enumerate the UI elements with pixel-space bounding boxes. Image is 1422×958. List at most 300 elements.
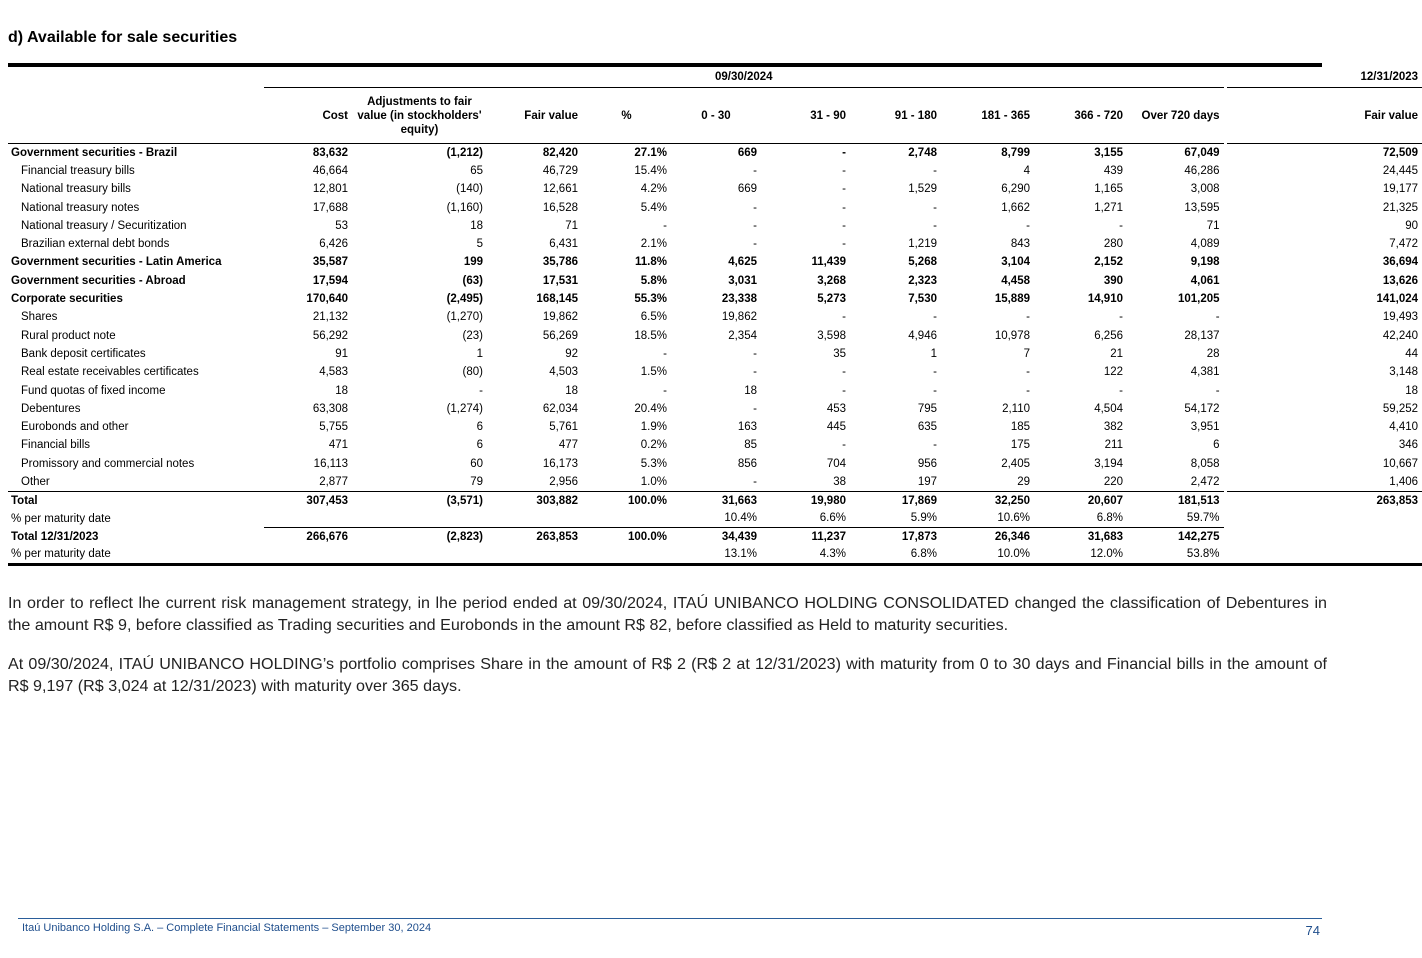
- table-cell: 266,676: [264, 528, 352, 546]
- table-cell: 10.6%: [997, 512, 1030, 525]
- table-cell: 11,237: [761, 528, 850, 546]
- table-cell: 1.0%: [640, 475, 667, 488]
- column-header: Fair value: [1225, 88, 1422, 144]
- table-cell: 2,956: [549, 475, 578, 488]
- table-cell: 26,346: [941, 528, 1034, 546]
- table-cell: 2,877: [319, 475, 348, 488]
- table-cell: -: [1119, 384, 1123, 397]
- row-label: % per maturity date: [11, 512, 111, 525]
- row-label: Other: [21, 475, 50, 488]
- table-cell: 220: [1103, 475, 1123, 488]
- table-cell: 439: [1103, 164, 1123, 177]
- row-label: National treasury bills: [21, 183, 131, 196]
- table-cell: 13,626: [1225, 272, 1422, 290]
- table-cell: 5.3%: [640, 457, 667, 470]
- table-cell: -: [933, 384, 937, 397]
- table-cell: 19,862: [542, 311, 578, 324]
- table-cell: 1,406: [1225, 473, 1422, 491]
- table-cell: 2,354: [728, 329, 757, 342]
- table-cell: 15.4%: [634, 164, 667, 177]
- table-cell: 71: [1206, 219, 1220, 232]
- table-cell: 6.8%: [1096, 512, 1123, 525]
- table-cell: (1,212): [352, 144, 487, 162]
- table-cell: 23,338: [721, 293, 757, 306]
- table-cell: -: [933, 219, 937, 232]
- table-cell: (1,274): [446, 402, 483, 415]
- table-cell: 34,439: [671, 528, 761, 546]
- table-cell: 14,910: [1087, 293, 1123, 306]
- table-row: [8, 473, 1422, 491]
- table-cell: (140): [456, 183, 483, 196]
- table-cell: 56,292: [312, 329, 348, 342]
- table-cell: 1.5%: [640, 366, 667, 379]
- table-cell: 35,587: [312, 256, 348, 269]
- table-cell: -: [753, 347, 757, 360]
- table-cell: 1.9%: [640, 421, 667, 434]
- table-cell: -: [842, 164, 846, 177]
- table-cell: 16,528: [542, 201, 578, 214]
- table-cell: -: [842, 311, 846, 324]
- row-label: Financial bills: [21, 439, 91, 452]
- table-cell: -: [663, 347, 667, 360]
- table-cell: 3,008: [1190, 183, 1220, 196]
- table-cell: 17,869: [850, 491, 941, 509]
- table-cell: 67,049: [1127, 144, 1225, 162]
- table-cell: -: [1215, 384, 1220, 397]
- table-cell: 10.4%: [724, 512, 757, 525]
- table-cell: 17,873: [850, 528, 941, 546]
- row-label: Promissory and commercial notes: [21, 457, 195, 470]
- table-cell: 390: [1103, 274, 1123, 287]
- table-cell: -: [933, 164, 937, 177]
- table-cell: 11,439: [811, 256, 846, 269]
- table-cell: 956: [917, 457, 937, 470]
- table-cell: 5,268: [908, 256, 937, 269]
- table-cell: 55.3%: [634, 293, 667, 306]
- footer-rule: [18, 918, 1322, 919]
- table-cell: 79: [470, 475, 483, 488]
- table-cell: -: [842, 201, 846, 214]
- table-cell: 31,663: [671, 491, 761, 509]
- table-cell: 382: [1103, 421, 1123, 434]
- table-cell: 185: [1010, 421, 1030, 434]
- table-cell: 71: [565, 219, 578, 232]
- row-label: Government securities - Brazil: [8, 144, 264, 162]
- table-cell: 19,862: [721, 311, 757, 324]
- table-cell: 21: [1110, 347, 1123, 360]
- table-cell: 4.3%: [761, 546, 850, 564]
- table-cell: 5.8%: [640, 274, 667, 287]
- table-row: [8, 418, 1422, 436]
- period-current: 09/30/2024: [264, 67, 1225, 88]
- table-cell: 90: [1225, 217, 1422, 235]
- table-cell: 54,172: [1184, 402, 1220, 415]
- column-header: 91 - 180: [894, 109, 937, 122]
- table-cell: 19,177: [1225, 180, 1422, 198]
- table-cell: 28,137: [1184, 329, 1220, 342]
- table-cell: -: [1119, 219, 1123, 232]
- table-cell: 13.1%: [671, 546, 761, 564]
- table-cell: 18: [470, 219, 483, 232]
- table-cell: 83,632: [264, 144, 352, 162]
- table-cell: (63): [462, 274, 483, 287]
- table-cell: 163: [737, 421, 757, 434]
- table-cell: -: [842, 183, 846, 196]
- table-row: [8, 253, 1422, 271]
- table-row: [8, 363, 1422, 381]
- table-cell: 1,165: [1094, 183, 1123, 196]
- table-cell: 10,667: [1225, 455, 1422, 473]
- table-cell: 199: [463, 256, 483, 269]
- table-cell: 263,853: [487, 528, 582, 546]
- table-cell: 211: [1104, 439, 1123, 452]
- table-cell: -: [933, 439, 937, 452]
- table-cell: 24,445: [1225, 162, 1422, 180]
- table-cell: 36,694: [1225, 253, 1422, 271]
- table-cell: -: [1026, 366, 1030, 379]
- row-label: Government securities - Abroad: [11, 274, 186, 287]
- table-cell: 2,323: [908, 274, 937, 287]
- table-cell: 20.4%: [634, 402, 667, 415]
- table-row: [8, 180, 1422, 198]
- table-cell: 18.5%: [634, 329, 667, 342]
- table-cell: 16,113: [313, 457, 348, 470]
- row-label: Fund quotas of fixed income: [21, 384, 166, 397]
- table-cell: (1,160): [446, 201, 483, 214]
- table-row: [8, 290, 1422, 308]
- table-cell: 16,173: [542, 457, 578, 470]
- table-row: [8, 400, 1422, 418]
- table-cell: 1,662: [1001, 201, 1030, 214]
- table-cell: 3,031: [728, 274, 757, 287]
- row-label: Rural product note: [21, 329, 116, 342]
- table-cell: -: [933, 201, 937, 214]
- table-cell: -: [842, 219, 846, 232]
- table-cell: 856: [737, 457, 757, 470]
- row-label: National treasury notes: [21, 201, 140, 214]
- table-cell: -: [842, 366, 846, 379]
- column-header: Fair value: [524, 109, 578, 122]
- table-cell: 4,410: [1225, 418, 1422, 436]
- table-cell: 307,453: [264, 491, 352, 509]
- table-cell: 12.0%: [1034, 546, 1127, 564]
- table-cell: 60: [470, 457, 483, 470]
- table-cell: 6: [476, 439, 483, 452]
- row-label: Total 12/31/2023: [11, 530, 99, 543]
- table-cell: 7,530: [908, 293, 937, 306]
- table-cell: 635: [917, 421, 937, 434]
- table-cell: 20,607: [1034, 491, 1127, 509]
- table-cell: 471: [328, 439, 348, 452]
- table-row: [8, 162, 1422, 180]
- table-cell: 72,509: [1225, 144, 1422, 162]
- table-cell: 141,024: [1225, 290, 1422, 308]
- available-for-sale-table: [8, 67, 1422, 566]
- table-cell: 21,325: [1225, 198, 1422, 216]
- table-cell: 46,729: [542, 164, 578, 177]
- table-cell: 42,240: [1225, 326, 1422, 344]
- table-cell: -: [479, 384, 483, 397]
- table-row: [8, 436, 1422, 454]
- section-title: d) Available for sale securities: [8, 29, 238, 46]
- row-label: Bank deposit certificates: [21, 347, 146, 360]
- table-cell: -: [753, 475, 757, 488]
- pct-maturity-prior-row: [8, 546, 1422, 564]
- table-cell: 3,598: [817, 329, 846, 342]
- table-cell: 346: [1225, 436, 1422, 454]
- period-prior: 12/31/2023: [1225, 67, 1422, 88]
- table-cell: -: [1119, 311, 1123, 324]
- table-cell: -: [1026, 384, 1030, 397]
- table-cell: 100.0%: [582, 528, 671, 546]
- table-cell: 5,755: [319, 421, 348, 434]
- table-cell: 4,503: [549, 366, 578, 379]
- table-cell: 5,761: [549, 421, 578, 434]
- table-cell: 8,799: [941, 144, 1034, 162]
- table-cell: (23): [462, 329, 483, 342]
- table-row: [8, 308, 1422, 326]
- table-cell: -: [753, 366, 757, 379]
- table-cell: 445: [826, 421, 846, 434]
- table-cell: 18: [1225, 381, 1422, 399]
- row-label: Shares: [21, 311, 58, 324]
- table-cell: 28: [1206, 347, 1220, 360]
- table-cell: 10.0%: [941, 546, 1034, 564]
- table-cell: 18: [335, 384, 348, 397]
- table-cell: 18: [565, 384, 578, 397]
- table-row: [8, 144, 1422, 162]
- row-label: % per maturity date: [8, 546, 264, 564]
- row-label: National treasury / Securitization: [21, 219, 187, 232]
- table-cell: 32,250: [941, 491, 1034, 509]
- table-cell: 31,683: [1034, 528, 1127, 546]
- table-cell: 92: [565, 347, 578, 360]
- table-cell: 5.4%: [640, 201, 667, 214]
- table-cell: 6.8%: [850, 546, 941, 564]
- table-cell: (1,270): [446, 311, 483, 324]
- table-cell: 29: [1017, 475, 1030, 488]
- table-cell: 65: [470, 164, 483, 177]
- table-row: [8, 326, 1422, 344]
- table-cell: 53: [335, 219, 348, 232]
- table-cell: 4,583: [319, 366, 348, 379]
- table-cell: 3,194: [1094, 457, 1123, 470]
- table-cell: 18: [744, 384, 757, 397]
- column-header: 366 - 720: [1074, 109, 1123, 122]
- table-cell: 44: [1225, 345, 1422, 363]
- table-cell: 100.0%: [582, 491, 671, 509]
- column-header: %: [621, 109, 632, 122]
- table-cell: 2,472: [1190, 475, 1220, 488]
- table-cell: 35,786: [542, 256, 578, 269]
- table-cell: 2,405: [1001, 457, 1030, 470]
- table-cell: 181,513: [1127, 491, 1225, 509]
- table-cell: 53.8%: [1127, 546, 1225, 564]
- table-cell: 82,420: [487, 144, 582, 162]
- table-cell: -: [753, 164, 757, 177]
- table-cell: 4,089: [1190, 238, 1220, 251]
- table-cell: 17,531: [542, 274, 578, 287]
- paragraph-portfolio: At 09/30/2024, ITAÚ UNIBANCO HOLDING’s portfolio comprises Share in the amount of R$ 2 (R$ 2 at 12/31/2023) with maturity from 0 to 30 days and Financial bills in the amount of R$ 9,197 (R$ 3,024 at 12/31/2023) with maturity over 365 days.: [8, 655, 1327, 695]
- column-header: 181 - 365: [981, 109, 1030, 122]
- securities-table-container: [8, 63, 1419, 566]
- table-cell: 197: [917, 475, 937, 488]
- table-cell: -: [753, 219, 757, 232]
- row-label: Government securities - Latin America: [11, 256, 222, 269]
- table-cell: 1: [930, 347, 937, 360]
- table-cell: 5: [476, 238, 483, 251]
- table-cell: 2.1%: [640, 238, 667, 251]
- table-cell: 17,688: [312, 201, 348, 214]
- table-cell: -: [1026, 311, 1030, 324]
- row-label: Real estate receivables certificates: [21, 366, 199, 379]
- table-cell: -: [842, 439, 846, 452]
- table-cell: 35: [833, 347, 846, 360]
- table-cell: 6,290: [1001, 183, 1030, 196]
- table-cell: 12,661: [542, 183, 578, 196]
- table-cell: (2,495): [446, 293, 483, 306]
- table-cell: 0.2%: [640, 439, 667, 452]
- table-cell: 4,946: [908, 329, 937, 342]
- table-cell: 795: [917, 402, 937, 415]
- table-cell: 4,458: [1001, 274, 1030, 287]
- table-cell: 91: [335, 347, 348, 360]
- table-cell: 175: [1010, 439, 1030, 452]
- table-cell: 2,748: [850, 144, 941, 162]
- table-cell: -: [933, 311, 937, 324]
- table-cell: 38: [833, 475, 846, 488]
- table-cell: 8,058: [1190, 457, 1220, 470]
- column-header: Adjustments to fair value (in stockholders' equity): [357, 95, 482, 136]
- table-cell: 46,664: [312, 164, 348, 177]
- table-cell: 1,271: [1094, 201, 1123, 214]
- table-cell: -: [761, 144, 850, 162]
- table-cell: -: [753, 402, 757, 415]
- table-cell: 59.7%: [1186, 512, 1220, 525]
- table-cell: 85: [744, 439, 757, 452]
- table-cell: 56,269: [542, 329, 578, 342]
- column-header: 31 - 90: [810, 109, 846, 122]
- table-row: [8, 235, 1422, 253]
- footer-text: Itaú Unibanco Holding S.A. – Complete Financial Statements – September 30, 2024: [22, 922, 432, 934]
- table-cell: 669: [737, 183, 757, 196]
- table-cell: 6,431: [549, 238, 578, 251]
- row-label: Financial treasury bills: [21, 164, 135, 177]
- table-cell: 46,286: [1184, 164, 1220, 177]
- table-cell: 7,472: [1225, 235, 1422, 253]
- table-cell: 59,252: [1225, 400, 1422, 418]
- table-cell: 19,980: [761, 491, 850, 509]
- table-cell: 4.2%: [640, 183, 667, 196]
- table-cell: 27.1%: [582, 144, 671, 162]
- paragraph-reclassification: In order to reflect lhe current risk management strategy, in lhe period ended at 09/30/2024, ITAÚ UNIBANCO HOLDING CONSOLIDATED changed the classification of Debentures in the amount R$ 9, before classified as Trading securities and Eurobonds in the amount R$ 82, before classified as Held to maturity securities.: [8, 594, 1327, 634]
- table-cell: (2,823): [352, 528, 487, 546]
- table-cell: 62,034: [542, 402, 578, 415]
- row-label: Corporate securities: [11, 293, 123, 306]
- column-header: 0 - 30: [701, 109, 731, 122]
- table-cell: 6,426: [319, 238, 348, 251]
- table-cell: -: [753, 201, 757, 214]
- row-label: Total: [8, 491, 264, 509]
- table-cell: -: [933, 366, 937, 379]
- table-cell: 477: [558, 439, 578, 452]
- table-cell: 9,198: [1190, 256, 1220, 269]
- pct-maturity-row: [8, 509, 1422, 527]
- table-cell: 4,061: [1190, 274, 1220, 287]
- table-cell: 843: [1010, 238, 1030, 251]
- table-cell: 11.8%: [635, 256, 667, 269]
- table-cell: 15,889: [994, 293, 1030, 306]
- table-cell: 280: [1103, 238, 1123, 251]
- table-cell: -: [1026, 219, 1030, 232]
- table-row: [8, 272, 1422, 290]
- table-cell: (80): [462, 366, 483, 379]
- table-cell: 101,205: [1177, 293, 1220, 306]
- table-cell: 6.5%: [640, 311, 667, 324]
- table-cell: 4: [1023, 164, 1030, 177]
- total-prior-row: [8, 528, 1422, 546]
- column-header: Cost: [322, 109, 348, 122]
- table-cell: 3,268: [817, 274, 846, 287]
- row-label: Debentures: [21, 402, 81, 415]
- table-cell: 6.6%: [819, 512, 846, 525]
- table-cell: 63,308: [312, 402, 348, 415]
- table-cell: 12,801: [312, 183, 348, 196]
- table-cell: 142,275: [1127, 528, 1225, 546]
- table-row: [8, 198, 1422, 216]
- row-label: Eurobonds and other: [21, 421, 129, 434]
- table-row: [8, 381, 1422, 399]
- page-number: 74: [1305, 923, 1320, 938]
- table-cell: 17,594: [312, 274, 348, 287]
- table-row: [8, 455, 1422, 473]
- total-row: [8, 491, 1422, 509]
- table-cell: 669: [671, 144, 761, 162]
- column-header-row: [8, 88, 1422, 144]
- table-cell: -: [1215, 311, 1220, 324]
- table-cell: 3,155: [1034, 144, 1127, 162]
- table-cell: 19,493: [1225, 308, 1422, 326]
- table-cell: 168,145: [536, 293, 578, 306]
- table-cell: 3,148: [1225, 363, 1422, 381]
- table-cell: 6: [1213, 439, 1220, 452]
- table-cell: -: [753, 238, 757, 251]
- table-cell: 21,132: [312, 311, 348, 324]
- table-cell: 1,529: [908, 183, 937, 196]
- table-cell: 1,219: [908, 238, 937, 251]
- table-cell: -: [663, 384, 667, 397]
- table-cell: -: [663, 219, 667, 232]
- table-cell: 5.9%: [910, 512, 937, 525]
- table-cell: -: [842, 384, 846, 397]
- row-label: Brazilian external debt bonds: [21, 238, 170, 251]
- table-cell: 4,625: [728, 256, 757, 269]
- table-cell: 6,256: [1094, 329, 1123, 342]
- table-cell: 453: [826, 402, 846, 415]
- table-cell: 122: [1103, 366, 1123, 379]
- table-row: [8, 345, 1422, 363]
- table-cell: 5,273: [817, 293, 846, 306]
- period-header-row: [8, 67, 1422, 88]
- table-cell: 704: [826, 457, 846, 470]
- table-cell: 10,978: [994, 329, 1030, 342]
- table-cell: 4,504: [1094, 402, 1123, 415]
- table-cell: 3,104: [1001, 256, 1030, 269]
- table-cell: 303,882: [487, 491, 582, 509]
- table-cell: 7: [1023, 347, 1030, 360]
- table-cell: 1: [476, 347, 483, 360]
- table-cell: 4,381: [1190, 366, 1220, 379]
